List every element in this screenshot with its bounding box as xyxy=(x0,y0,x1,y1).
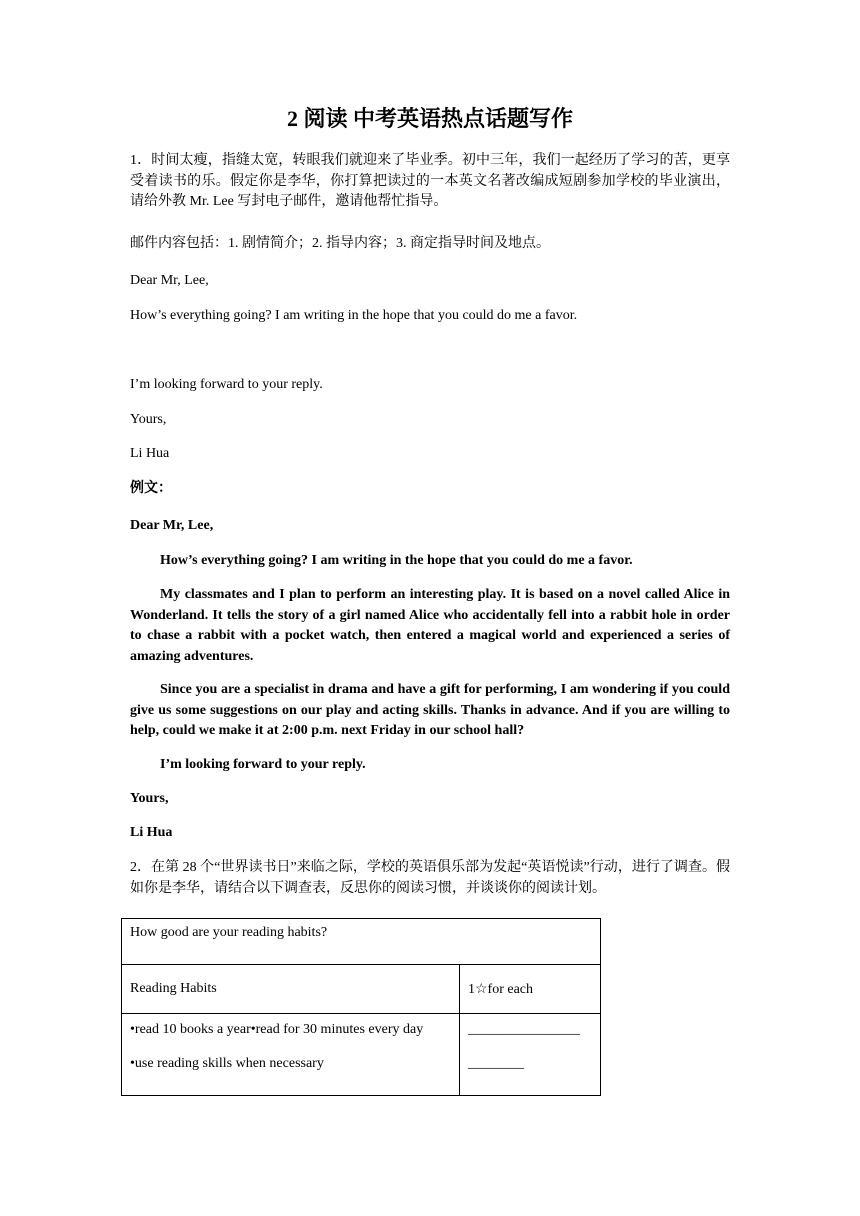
habits-cell xyxy=(122,1014,460,1096)
question-1-prompt: 1．时间太瘦，指缝太宽，转眼我们就迎来了毕业季。初中三年，我们一起经历了学习的苦，更享受着读书的乐。假定你是李华，你打算把读过的一本英文名著改编成短剧参加学校的毕业演出，请给外教 Mr. Lee 写封电子邮件，邀请他帮忙指导。 xyxy=(130,153,730,209)
blank-line: ________ xyxy=(468,1056,524,1071)
rating-cell xyxy=(460,1014,601,1096)
table-row xyxy=(122,1014,601,1096)
letter-opening: How’s everything going? I am writing in the hope that you could do me a favor. xyxy=(130,308,578,323)
habit-item: •use reading skills when necessary xyxy=(130,1056,324,1071)
sample-label: 例文： xyxy=(130,481,172,496)
sample-paragraph-4: I’m looking forward to your reply. xyxy=(160,757,366,772)
reading-habits-header: Reading Habits xyxy=(122,965,460,1014)
page-title: 2 阅读 中考英语热点话题写作 xyxy=(286,106,573,131)
letter-salutation: Dear Mr, Lee, xyxy=(130,273,209,288)
table-header-cell: How good are your reading habits? xyxy=(122,919,601,965)
sample-paragraph-3: Since you are a specialist in drama and have a gift for performing, I am wondering if you could give us some suggestions on our play and acting skills. Thanks in advance. And if you are willing to help, could we make it at 2:00 p.m. next Friday in our school hall? xyxy=(130,682,730,738)
letter-name: Li Hua xyxy=(130,446,170,461)
habit-item: •read 10 books a year•read for 30 minutes every day xyxy=(130,1022,424,1037)
question-2-prompt: 2．在第 28 个“世界读书日”来临之际，学校的英语俱乐部为发起“英语悦读”行动，进行了调查。假如你是李华，请结合以下调查表，反思你的阅读习惯，并谈谈你的阅读计划。 xyxy=(130,860,730,896)
sample-salutation: Dear Mr, Lee, xyxy=(130,518,214,533)
table-row xyxy=(122,919,601,965)
letter-closing-line: I’m looking forward to your reply. xyxy=(130,377,323,392)
letter-signoff: Yours, xyxy=(130,412,167,427)
sample-paragraph-1: How’s everything going? I am writing in the hope that you could do me a favor. xyxy=(160,553,633,568)
table-row xyxy=(122,965,601,1014)
blank-line: ________________ xyxy=(468,1022,580,1037)
rating-header: 1☆for each xyxy=(460,965,601,1014)
sample-signoff: Yours, xyxy=(130,791,169,806)
question-1-requirements: 邮件内容包括：1. 剧情简介；2. 指导内容；3. 商定指导时间及地点。 xyxy=(130,236,550,251)
sample-name: Li Hua xyxy=(130,825,173,840)
sample-paragraph-2: My classmates and I plan to perform an interesting play. It is based on a novel called Alice in Wonderland. It tells the story of a girl named Alice who accidentally fell into a rabbit hole in order to chase a rabbit with a pocket watch, then entered a magical world and experienced a series of amazing adventures. xyxy=(130,587,730,664)
reading-habits-table xyxy=(121,918,601,1096)
